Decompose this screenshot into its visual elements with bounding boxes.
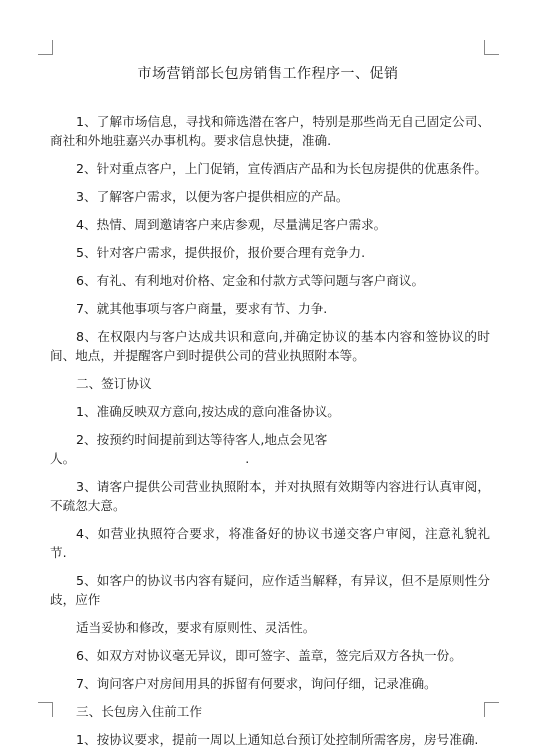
paragraph-6: 6、有礼、有利地对价格、定金和付款方式等问题与客户商议。 [76,273,425,288]
paragraph-1: 1、了解市场信息，寻找和筛选潜在客户，特别是那些尚无自己固定公司、商社和外地驻嘉兴办事机构。要求信息快捷，准确. [50,114,490,148]
paragraph-2-1: 1、准确反映双方意向,按达成的意向准备协议。 [76,404,340,419]
document-body [50,112,490,749]
paragraph-2-5-continued: 适当妥协和修改，要求有原则性、灵活性。 [76,620,316,635]
document-title: 市场营销部长包房销售工作程序一、促销 [137,66,399,82]
paragraph-2-6: 6、如双方对协议毫无异议，即可签字、盖章，签完后双方各执一份。 [76,648,462,663]
paragraph-2-2-tail: 人。 [50,451,76,466]
paragraph-2-5: 5、如客户的协议书内容有疑问，应作适当解释，有异议，但不是原则性分歧，应作 [50,573,490,607]
paragraph-3-1: 1、按协议要求，提前一周以上通知总台预订处控制所需客房，房号准确. [76,732,479,747]
paragraph-2: 2、针对重点客户，上门促销，宣传酒店产品和为长包房提供的优惠条件。 [76,161,488,176]
paragraph-3: 3、了解客户需求，以便为客户提供相应的产品。 [76,189,349,204]
paragraph-2-2: 2、按预约时间提前到达等待客人,地点会见客 [76,432,328,447]
paragraph-2-2-continued [50,449,490,468]
paragraph-4: 4、热情、周到邀请客户来店参观，尽量满足客户需求。 [76,217,387,232]
paragraph-7: 7、就其他事项与客户商量，要求有节、力争. [76,301,328,316]
paragraph-2-3: 3、请客户提供公司营业执照附本，并对执照有效期等内容进行认真审阅，不疏忽大意。 [50,479,490,513]
crop-mark-top-left [38,40,53,55]
paragraph-5: 5、针对客户需求，提供报价，报价要合理有竞争力. [76,245,366,260]
paragraph-2-4: 4、如营业执照符合要求，将准备好的协议书递交客户审阅，注意礼貌礼节. [50,526,490,560]
paragraph-8: 8、在权限内与客户达成共识和意向,并确定协议的基本内容和签协议的时间、地点，并提醒客户到时提供公司的营业执照附本等。 [50,329,490,363]
stray-dot: . [245,451,250,466]
section-heading-3: 三、长包房入住前工作 [76,704,202,719]
paragraph-2-7: 7、询问客户对房间用具的拆留有何要求，询问仔细，记录准确。 [76,676,437,691]
section-heading-2: 二、签订协议 [76,376,152,391]
crop-mark-top-right [484,40,499,55]
